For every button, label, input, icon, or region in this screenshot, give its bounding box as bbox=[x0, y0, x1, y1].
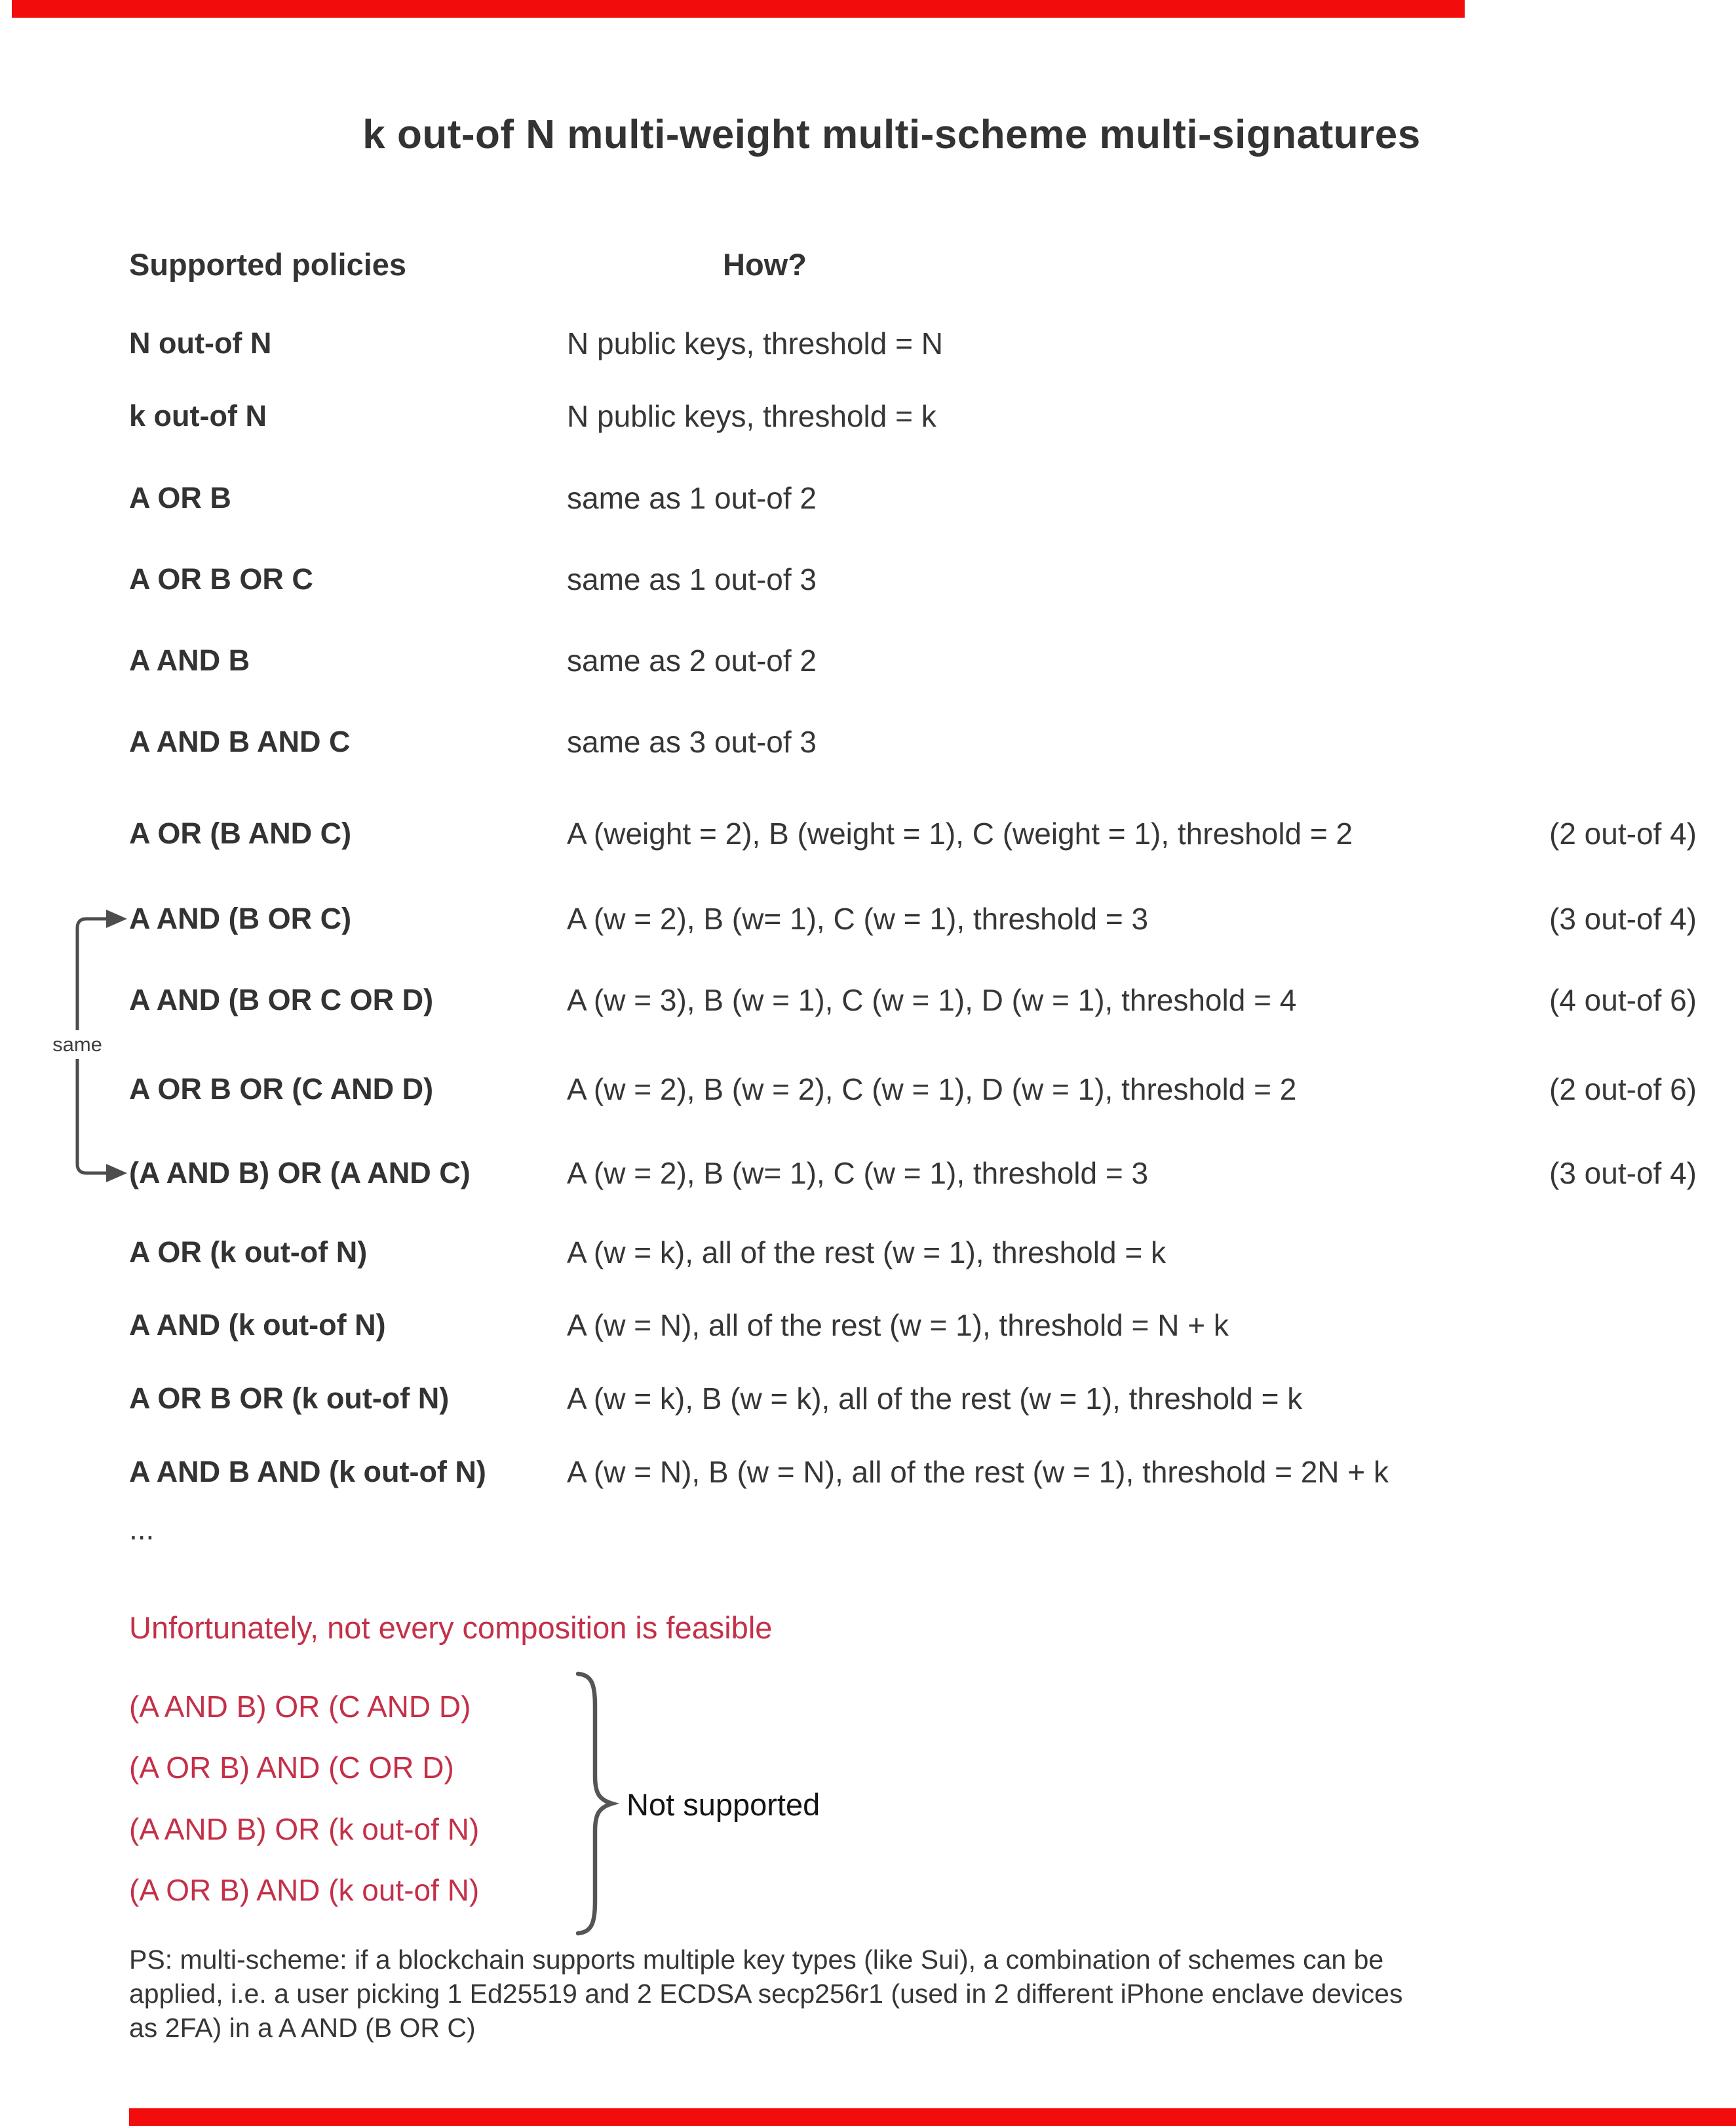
not-supported-label: Not supported bbox=[627, 1787, 820, 1822]
policy-cell: A OR (B AND C) bbox=[129, 817, 352, 850]
table-row bbox=[0, 1305, 1736, 1345]
table-row bbox=[0, 1233, 1736, 1272]
table-ellipsis: ... bbox=[129, 1512, 155, 1546]
how-cell: A (w = 3), B (w = 1), C (w = 1), D (w = 1), threshold = 4 bbox=[567, 983, 1297, 1017]
ps-line-3: as 2FA) in a A AND (B OR C) bbox=[129, 2013, 476, 2043]
table-row bbox=[0, 560, 1736, 599]
table-row bbox=[0, 1379, 1736, 1418]
table-row bbox=[0, 641, 1736, 680]
equiv-cell: (2 out-of 6) bbox=[1549, 1072, 1697, 1106]
policy-cell: A AND B AND C bbox=[129, 725, 351, 758]
how-cell: same as 1 out-of 2 bbox=[567, 481, 817, 515]
table-row bbox=[0, 1070, 1736, 1109]
how-cell: same as 1 out-of 3 bbox=[567, 562, 817, 596]
policies-column-header: Supported policies bbox=[129, 247, 407, 282]
policy-cell: k out-of N bbox=[129, 399, 267, 433]
ps-note bbox=[129, 1942, 1689, 2045]
policy-cell: A OR (k out-of N) bbox=[129, 1235, 368, 1269]
top-accent-bar bbox=[12, 0, 1465, 18]
bottom-accent-bar bbox=[129, 2108, 1736, 2126]
table-row bbox=[0, 396, 1736, 436]
table-row bbox=[0, 478, 1736, 518]
how-cell: A (w = k), B (w = k), all of the rest (w = 1), threshold = k bbox=[567, 1382, 1303, 1416]
equiv-cell: (3 out-of 4) bbox=[1549, 1156, 1697, 1190]
infeasible-item: (A AND B) OR (k out-of N) bbox=[129, 1812, 480, 1846]
policy-cell: A AND (k out-of N) bbox=[129, 1308, 386, 1342]
infeasible-item: (A OR B) AND (C OR D) bbox=[129, 1750, 454, 1785]
how-cell: A (weight = 2), B (weight = 1), C (weight = 1), threshold = 2 bbox=[567, 817, 1353, 851]
infeasible-item: (A OR B) AND (k out-of N) bbox=[129, 1873, 480, 1907]
policy-cell: A AND (B OR C OR D) bbox=[129, 983, 434, 1016]
infeasible-heading: Unfortunately, not every composition is feasible bbox=[129, 1610, 773, 1645]
policy-cell: A OR B OR (k out-of N) bbox=[129, 1382, 450, 1415]
table-row bbox=[0, 722, 1736, 762]
table-row bbox=[0, 899, 1736, 938]
table-row bbox=[0, 814, 1736, 853]
page-title: k out-of N multi-weight multi-scheme multi-signatures bbox=[362, 112, 1421, 157]
how-cell: A (w = 2), B (w= 1), C (w = 1), threshold = 3 bbox=[567, 902, 1149, 936]
how-cell: A (w = k), all of the rest (w = 1), threshold = k bbox=[567, 1235, 1166, 1269]
ps-line-1: PS: multi-scheme: if a blockchain supports multiple key types (like Sui), a combination of schemes can be bbox=[129, 1944, 1384, 1975]
policy-cell: A AND B bbox=[129, 644, 250, 677]
policy-cell: A OR B bbox=[129, 481, 231, 514]
table-row bbox=[0, 1153, 1736, 1193]
equiv-cell: (4 out-of 6) bbox=[1549, 983, 1697, 1017]
how-column-header: How? bbox=[723, 247, 807, 282]
table-row bbox=[0, 1452, 1736, 1492]
policy-cell: A AND (B OR C) bbox=[129, 902, 352, 935]
ps-line-2: applied, i.e. a user picking 1 Ed25519 and 2 ECDSA secp256r1 (used in 2 different iPhone enclave devices bbox=[129, 1979, 1403, 2009]
how-cell: N public keys, threshold = k bbox=[567, 399, 936, 433]
curly-brace bbox=[571, 1670, 624, 1937]
how-cell: A (w = N), B (w = N), all of the rest (w = 1), threshold = 2N + k bbox=[567, 1455, 1389, 1489]
how-cell: A (w = 2), B (w= 1), C (w = 1), threshold = 3 bbox=[567, 1156, 1149, 1190]
policy-cell: A AND B AND (k out-of N) bbox=[129, 1455, 486, 1488]
policy-cell: A OR B OR C bbox=[129, 562, 313, 596]
how-cell: A (w = N), all of the rest (w = 1), threshold = N + k bbox=[567, 1308, 1229, 1342]
table-row bbox=[0, 324, 1736, 363]
equiv-cell: (3 out-of 4) bbox=[1549, 902, 1697, 936]
table-header-row bbox=[0, 245, 1736, 284]
how-cell: A (w = 2), B (w = 2), C (w = 1), D (w = 1), threshold = 2 bbox=[567, 1072, 1297, 1106]
equiv-cell: (2 out-of 4) bbox=[1549, 817, 1697, 851]
how-cell: N public keys, threshold = N bbox=[567, 326, 943, 360]
table-row bbox=[0, 980, 1736, 1020]
how-cell: same as 3 out-of 3 bbox=[567, 725, 817, 759]
policy-cell: (A AND B) OR (A AND C) bbox=[129, 1156, 471, 1189]
infeasible-item: (A AND B) OR (C AND D) bbox=[129, 1690, 471, 1724]
policy-cell: N out-of N bbox=[129, 326, 272, 360]
same-label: same bbox=[45, 1030, 110, 1059]
policy-cell: A OR B OR (C AND D) bbox=[129, 1072, 434, 1106]
how-cell: same as 2 out-of 2 bbox=[567, 644, 817, 678]
